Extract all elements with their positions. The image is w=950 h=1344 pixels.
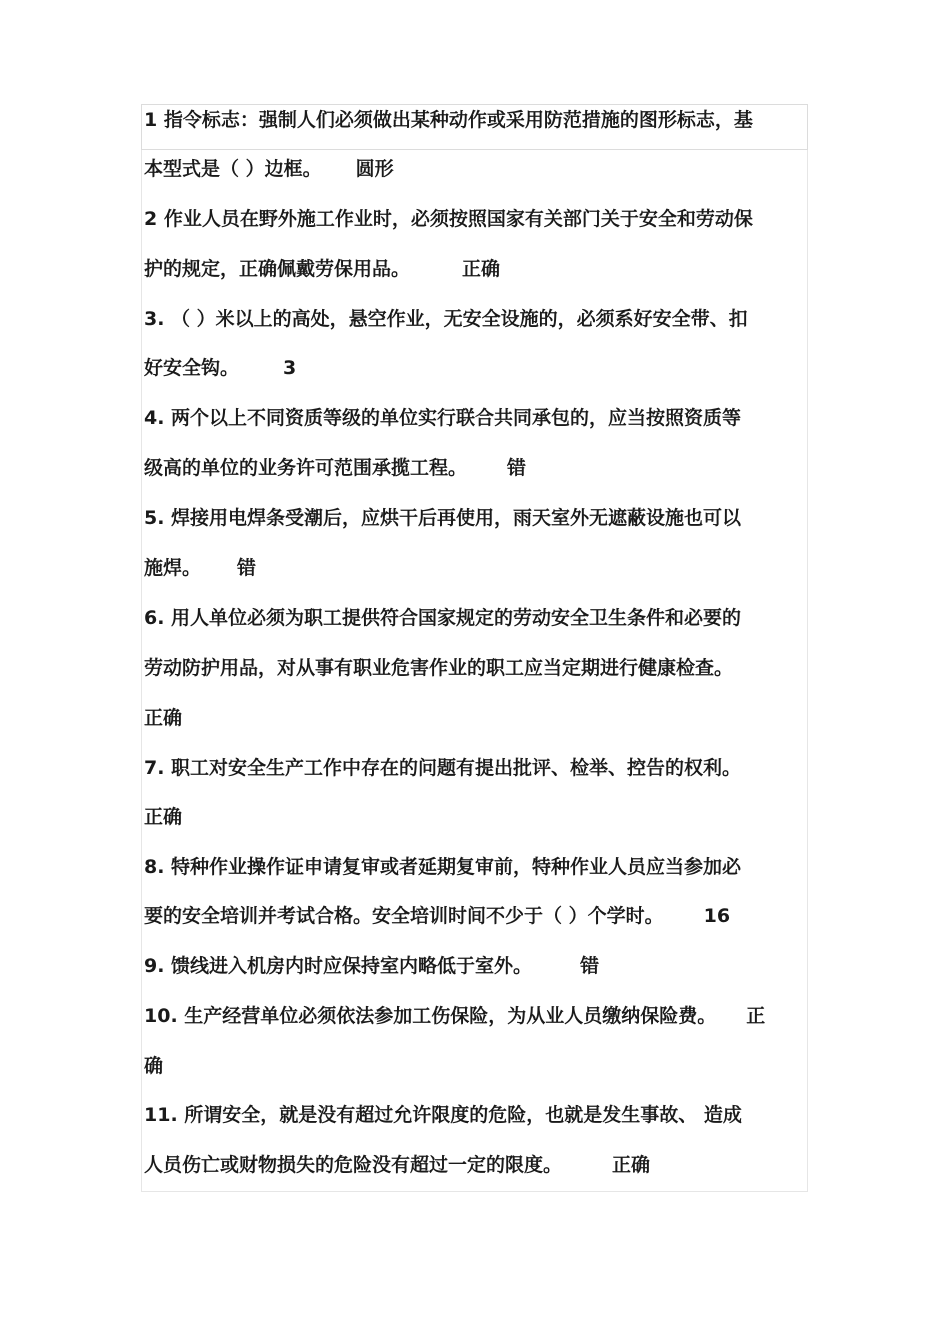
text-line-12: 劳动防护用品，对从事有职业危害作业的职工应当定期进行健康检查。 (144, 657, 734, 679)
text-line-20: 确 (144, 1055, 164, 1077)
text-line-22: 人员伤亡或财物损失的危险没有超过一定的限度。 正确 (144, 1154, 651, 1176)
answer: 正 (746, 1005, 766, 1027)
text-line-16: 8. 特种作业操作证申请复审或者延期复审前，特种作业人员应当参加必 (144, 856, 742, 878)
text-line-6: 好安全钩。 3 (144, 357, 297, 379)
text-line-13: 正确 (144, 707, 183, 729)
answer: 正确 (612, 1154, 651, 1176)
text-line-3: 2 作业人员在野外施工作业时，必须按照国家有关部门关于安全和劳动保 (144, 208, 753, 230)
text-line-17: 要的安全培训并考试合格。安全培训时间不少于（ ）个学时。 16 (144, 905, 731, 927)
answer: 正确 (462, 258, 501, 280)
answer: 3 (283, 357, 297, 379)
text-line-10: 施焊。 错 (144, 557, 257, 579)
answer: 错 (580, 955, 600, 977)
answer: 圆形 (355, 158, 394, 180)
text-line-15: 正确 (144, 806, 183, 828)
answer: 16 (703, 905, 731, 927)
answer: 错 (507, 457, 527, 479)
text-line-2: 本型式是（ ）边框。 圆形 (144, 158, 394, 180)
text-line-18: 9. 馈线进入机房内时应保持室内略低于室外。 错 (144, 955, 600, 977)
text-line-19: 10. 生产经营单位必须依法参加工伤保险，为从业人员缴纳保险费。 正 (144, 1005, 766, 1027)
text-line-7: 4. 两个以上不同资质等级的单位实行联合共同承包的，应当按照资质等 (144, 407, 742, 429)
text-line-21: 11. 所谓安全，就是没有超过允许限度的危险，也就是发生事故、 造成 (144, 1104, 742, 1126)
answer: 错 (237, 557, 257, 579)
text-line-14: 7. 职工对安全生产工作中存在的问题有提出批评、检举、控告的权利。 (144, 757, 742, 779)
text-line-4: 护的规定，正确佩戴劳保用品。 正确 (144, 258, 501, 280)
text-line-1: 1 指令标志：强制人们必须做出某种动作或采用防范措施的图形标志，基 (144, 109, 753, 131)
text-line-9: 5. 焊接用电焊条受潮后，应烘干后再使用，雨天室外无遮蔽设施也可以 (144, 507, 742, 529)
text-line-11: 6. 用人单位必须为职工提供符合国家规定的劳动安全卫生条件和必要的 (144, 607, 742, 629)
text-line-5: 3. （ ）米以上的高处，悬空作业，无安全设施的，必须系好安全带、扣 (144, 308, 748, 330)
text-line-8: 级高的单位的业务许可范围承揽工程。 错 (144, 457, 527, 479)
